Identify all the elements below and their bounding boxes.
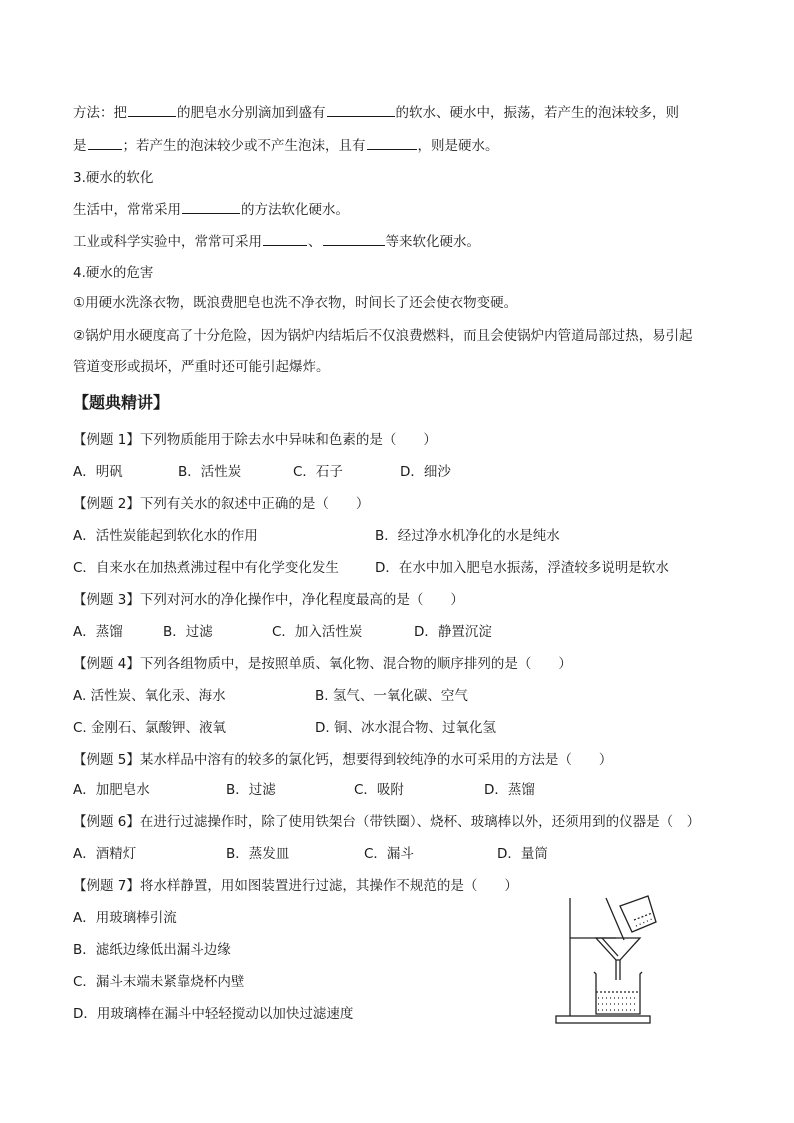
softening-title: 3.硬水的软化 bbox=[73, 170, 154, 186]
option[interactable]: B．活性炭 bbox=[178, 464, 242, 480]
softening-industry-line bbox=[73, 231, 480, 252]
option[interactable]: A. 活性炭、氧化汞、海水 bbox=[73, 688, 226, 704]
question-stem: 【例题 3】下列对河水的净化操作中，净化程度最高的是（ ） bbox=[73, 592, 464, 608]
harm-item-2b: 管道变形或损坏，严重时还可能引起爆炸。 bbox=[73, 359, 330, 375]
option[interactable]: B．经过净水机净化的水是纯水 bbox=[375, 528, 560, 544]
option[interactable]: D．量筒 bbox=[497, 846, 548, 862]
blank-6[interactable] bbox=[263, 231, 307, 246]
method-text-6: ，则是硬水。 bbox=[417, 138, 499, 154]
option[interactable]: B．过滤 bbox=[226, 782, 276, 798]
softening-ind-text-a: 工业或科学实验中，常常可采用 bbox=[73, 234, 262, 250]
option[interactable]: C．漏斗末端未紧靠烧杯内壁 bbox=[73, 974, 245, 990]
glass-rod bbox=[606, 898, 624, 940]
method-text-4: 是 bbox=[73, 138, 87, 154]
option[interactable]: D．静置沉淀 bbox=[414, 624, 492, 640]
option[interactable]: A．活性炭能起到软化水的作用 bbox=[73, 528, 258, 544]
option[interactable]: D．蒸馏 bbox=[484, 782, 535, 798]
filtration-apparatus-figure bbox=[548, 892, 658, 1028]
method-text-2: 的肥皂水分别滴加到盛有 bbox=[177, 105, 326, 121]
question-stem: 【例题 2】下列有关水的叙述中正确的是（ ） bbox=[73, 496, 370, 512]
option[interactable]: A．蒸馏 bbox=[73, 624, 123, 640]
blank-3[interactable] bbox=[88, 135, 122, 150]
option[interactable]: A．明矾 bbox=[73, 464, 123, 480]
option[interactable]: C．吸附 bbox=[354, 782, 404, 798]
option[interactable]: B．滤纸边缘低出漏斗边缘 bbox=[73, 942, 231, 958]
question-stem: 【例题 1】下列物质能用于除去水中异味和色素的是（ ） bbox=[73, 432, 437, 448]
softening-ind-text-b: 、 bbox=[308, 234, 322, 250]
blank-2[interactable] bbox=[327, 102, 395, 117]
option[interactable]: A．用玻璃棒引流 bbox=[73, 910, 177, 926]
beaker bbox=[594, 972, 642, 1014]
method-text-3: 的软水、硬水中，振荡，若产生的泡沫较多，则 bbox=[395, 105, 679, 121]
harm-item-1: ①用硬水洗涤衣物，既浪费肥皂也洗不净衣物，时间长了还会使衣物变硬。 bbox=[73, 295, 518, 311]
option[interactable]: D．在水中加入肥皂水振荡，浮渣较多说明是软水 bbox=[375, 560, 669, 576]
stand-base bbox=[556, 1016, 650, 1023]
option[interactable]: A．加肥皂水 bbox=[73, 782, 150, 798]
method-line-1 bbox=[73, 102, 679, 123]
option[interactable]: D．用玻璃棒在漏斗中轻轻搅动以加快过滤速度 bbox=[73, 1006, 354, 1022]
blank-5[interactable] bbox=[182, 199, 240, 214]
blank-7[interactable] bbox=[323, 231, 385, 246]
harm-item-2a: ②锅炉用水硬度高了十分危险，因为锅炉内结垢后不仅浪费燃料，而且会使锅炉内管道局部过热，易引起 bbox=[73, 328, 693, 344]
blank-4[interactable] bbox=[367, 135, 417, 150]
option[interactable]: D. 铜、冰水混合物、过氧化氢 bbox=[315, 720, 496, 736]
question-stem: 【例题 6】在进行过滤操作时，除了使用铁架台（带铁圈）、烧杯、玻璃棒以外，还须用到的仪器是（ ） bbox=[73, 814, 701, 830]
option[interactable]: B. 氢气、一氧化碳、空气 bbox=[315, 688, 468, 704]
question-stem: 【例题 4】下列各组物质中，是按照单质、氧化物、混合物的顺序排列的是（ ） bbox=[73, 656, 572, 672]
option[interactable]: C．自来水在加热煮沸过程中有化学变化发生 bbox=[73, 560, 339, 576]
method-text-1: 方法：把 bbox=[73, 105, 127, 121]
softening-life-text-a: 生活中，常常采用 bbox=[73, 202, 181, 218]
question-stem: 【例题 5】某水样品中溶有的较多的氯化钙，想要得到较纯净的水可采用的方法是（ ） bbox=[73, 752, 613, 768]
option[interactable]: C．漏斗 bbox=[364, 846, 414, 862]
option[interactable]: C. 金刚石、氯酸钾、液氧 bbox=[73, 720, 227, 736]
question-stem: 【例题 7】将水样静置，用如图装置进行过滤，其操作不规范的是（ ） bbox=[73, 878, 518, 894]
harm-title: 4.硬水的危害 bbox=[73, 265, 154, 281]
option[interactable]: C．加入活性炭 bbox=[272, 624, 363, 640]
softening-life-text-b: 的方法软化硬水。 bbox=[241, 202, 349, 218]
method-line-2 bbox=[73, 135, 499, 156]
option[interactable]: B．过滤 bbox=[163, 624, 213, 640]
softening-ind-text-c: 等来软化硬水。 bbox=[385, 234, 480, 250]
option[interactable]: B．蒸发皿 bbox=[226, 846, 290, 862]
blank-1[interactable] bbox=[128, 102, 176, 117]
method-text-5: ；若产生的泡沫较少或不产生泡沫，且有 bbox=[122, 138, 366, 154]
option[interactable]: D．细沙 bbox=[400, 464, 451, 480]
section-title: 【题典精讲】 bbox=[73, 393, 170, 412]
option[interactable]: C．石子 bbox=[293, 464, 343, 480]
softening-life-line bbox=[73, 199, 349, 220]
option[interactable]: A．酒精灯 bbox=[73, 846, 137, 862]
funnel bbox=[596, 938, 640, 960]
